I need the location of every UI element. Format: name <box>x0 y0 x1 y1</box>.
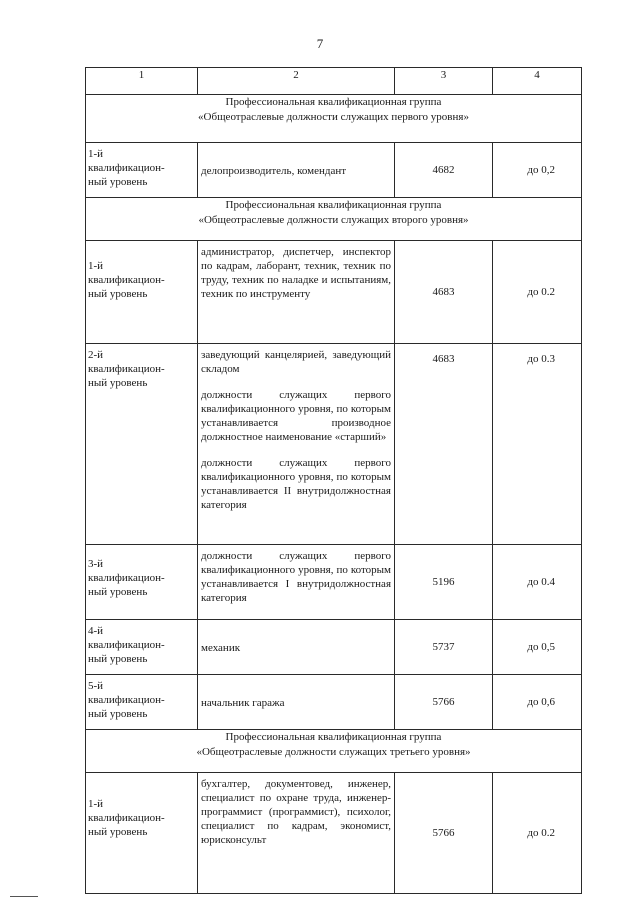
header-col-4: 4 <box>493 68 582 95</box>
level-cell: 1-й квалификацион- ный уровень <box>86 143 198 198</box>
number-cell: 5766 <box>395 773 493 894</box>
table-row <box>86 620 582 675</box>
positions-cell: бухгалтер, документовед, инженер, специалист по охране труда, инженер-программист (программист), психолог, специалист по кадрам, экономист, юрисконсульт <box>198 773 395 894</box>
number-cell: 4683 <box>395 344 493 545</box>
header-col-2: 2 <box>198 68 395 95</box>
table-header-row <box>86 68 582 95</box>
group-title-row <box>86 730 582 773</box>
qualification-table <box>85 67 582 894</box>
level-cell: 3-й квалификацион- ный уровень <box>86 545 198 620</box>
table-row <box>86 675 582 730</box>
number-cell: 4683 <box>395 241 493 344</box>
group-title-row <box>86 198 582 241</box>
coef-cell: до 0.3 <box>493 344 582 545</box>
header-col-1: 1 <box>86 68 198 95</box>
level-cell: 2-й квалификацион- ный уровень <box>86 344 198 545</box>
group-title: Профессиональная квалификационная группа «Общеотраслевые должности служащих третьего уровня» <box>86 730 582 773</box>
coef-cell: до 0.2 <box>493 241 582 344</box>
coef-cell: до 0,6 <box>493 675 582 730</box>
group-title: Профессиональная квалификационная группа «Общеотраслевые должности служащих второго уровня» <box>86 198 582 241</box>
positions-cell: администратор, диспетчер, инспектор по кадрам, лаборант, техник, техник по труду, техник по наладке и испытаниям, техник по инструменту <box>198 241 395 344</box>
positions-cell: механик <box>198 620 395 675</box>
coef-cell: до 0,2 <box>493 143 582 198</box>
number-cell: 5766 <box>395 675 493 730</box>
level-cell: 4-й квалификацион- ный уровень <box>86 620 198 675</box>
positions-cell: делопроизводитель, комендант <box>198 143 395 198</box>
table-row <box>86 344 582 545</box>
coef-cell: до 0.2 <box>493 773 582 894</box>
level-cell: 5-й квалификацион- ный уровень <box>86 675 198 730</box>
number-cell: 5737 <box>395 620 493 675</box>
table-row <box>86 143 582 198</box>
number-cell: 4682 <box>395 143 493 198</box>
group-title-row <box>86 95 582 143</box>
positions-cell: заведующий канцелярией, заведующий складом должности служащих первого квалификационного уровня, по которым устанавливается производное должностное наименование «старший» должности служащих первого квалификационного уровня, по которым устанавливается II внутридолжностная категория <box>198 344 395 545</box>
positions-cell: начальник гаража <box>198 675 395 730</box>
footer-divider <box>10 896 38 897</box>
table-row <box>86 241 582 344</box>
page-number: 7 <box>316 36 324 51</box>
group-title: Профессиональная квалификационная группа «Общеотраслевые должности служащих первого уровня» <box>86 95 582 143</box>
positions-cell: должности служащих первого квалификационного уровня, по которым устанавливается I внутридолжностная категория <box>198 545 395 620</box>
table-row <box>86 773 582 894</box>
coef-cell: до 0.4 <box>493 545 582 620</box>
coef-cell: до 0,5 <box>493 620 582 675</box>
level-cell: 1-й квалификацион- ный уровень <box>86 241 198 344</box>
table-row <box>86 545 582 620</box>
number-cell: 5196 <box>395 545 493 620</box>
header-col-3: 3 <box>395 68 493 95</box>
level-cell: 1-й квалификацион- ный уровень <box>86 773 198 894</box>
